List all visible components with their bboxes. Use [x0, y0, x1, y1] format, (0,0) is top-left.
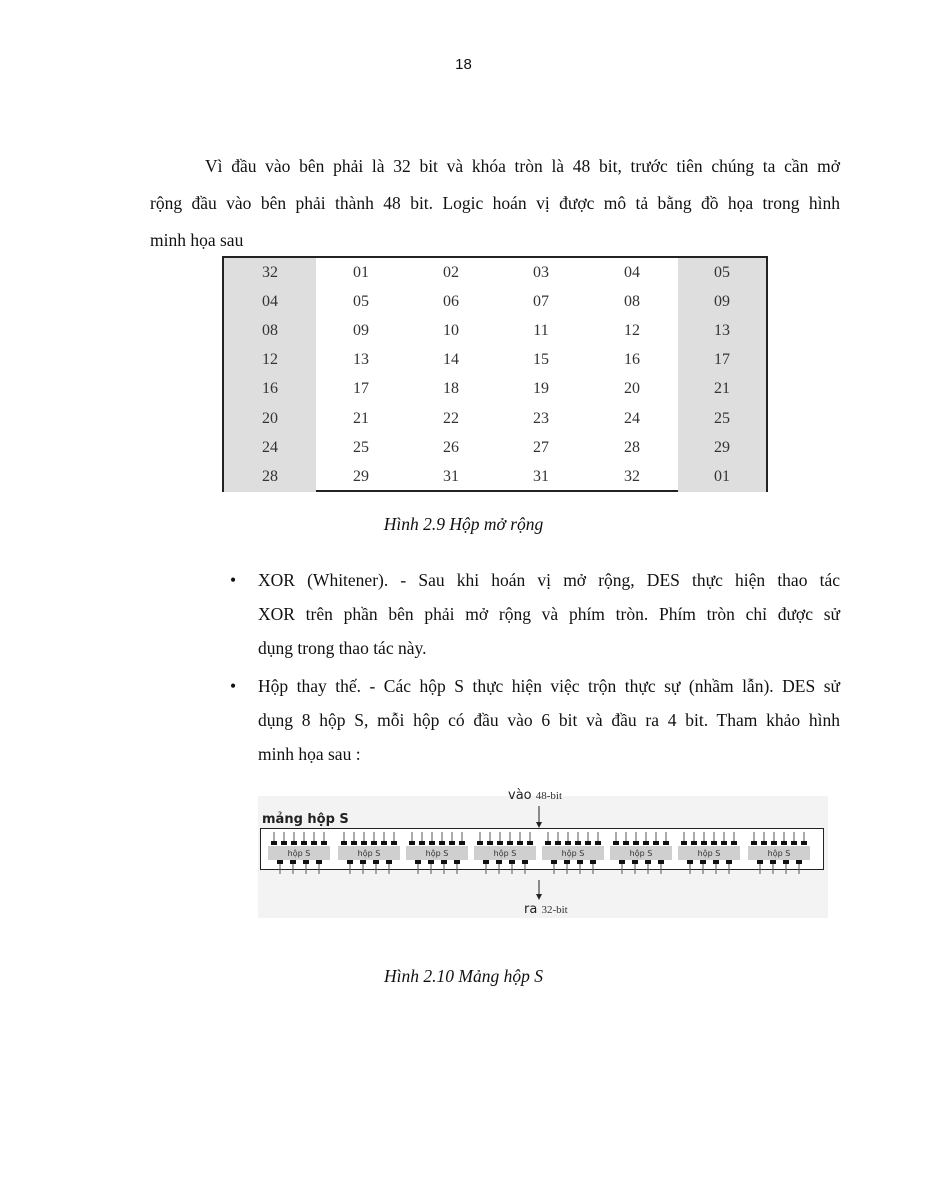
output-pin-head: [373, 860, 379, 864]
input-pin-head: [517, 841, 523, 845]
input-pin-head: [381, 841, 387, 845]
output-label: ra: [524, 902, 538, 917]
input-pin-head: [565, 841, 571, 845]
table-cell: 01: [353, 263, 369, 281]
array-label: mảng hộp S: [262, 812, 349, 827]
output-pin-head: [303, 860, 309, 864]
table-cell: 26: [443, 438, 459, 456]
list-item-line: minh họa sau :: [258, 744, 361, 764]
table-cell: 05: [353, 292, 369, 310]
input-pin-head: [653, 841, 659, 845]
table-cell: 05: [714, 263, 730, 281]
table-cell: 10: [443, 321, 459, 339]
input-pin-head: [691, 841, 697, 845]
input-pin-head: [613, 841, 619, 845]
bullet-list: [230, 563, 840, 775]
s-box-array-figure: [258, 788, 828, 923]
paragraph-line: Vì đầu vào bên phải là 32 bit và khóa tròn là 48 bit, trước tiên chúng ta cần mở: [205, 156, 840, 176]
input-pin-head: [291, 841, 297, 845]
output-pin-head: [415, 860, 421, 864]
table-cell: 17: [714, 351, 730, 369]
table-cell: 16: [624, 351, 640, 369]
table-cell: 28: [262, 467, 278, 485]
input-pin-head: [301, 841, 307, 845]
table-cell: 20: [262, 409, 278, 427]
input-pin-head: [681, 841, 687, 845]
list-item-line: XOR (Whitener). - Sau khi hoán vị mở rộng, DES thực hiện thao tác: [258, 570, 840, 590]
input-pin-head: [351, 841, 357, 845]
table-cell: 18: [443, 380, 459, 398]
input-pin-head: [321, 841, 327, 845]
page-number: 18: [455, 56, 472, 73]
output-pin-head: [428, 860, 434, 864]
table-cell: 23: [533, 409, 549, 427]
expansion-table: [222, 256, 768, 492]
list-item: [230, 563, 840, 665]
table-cell: 09: [353, 321, 369, 339]
table-cell: 20: [624, 380, 640, 398]
list-item: [230, 669, 840, 771]
s-box: hộp S: [406, 846, 468, 860]
output-pin-head: [726, 860, 732, 864]
list-item-line: XOR trên phần bên phải mở rộng và phím tròn. Phím tròn chỉ được sử: [258, 604, 840, 624]
input-pin-head: [497, 841, 503, 845]
output-pin-head: [277, 860, 283, 864]
table-cell: 21: [353, 409, 369, 427]
table-cell: 08: [262, 321, 278, 339]
output-pin-head: [645, 860, 651, 864]
input-pin-head: [459, 841, 465, 845]
input-pin-head: [507, 841, 513, 845]
input-bits-label: 48-bit: [535, 790, 563, 802]
input-pin-head: [781, 841, 787, 845]
input-pin-head: [429, 841, 435, 845]
input-pin-head: [771, 841, 777, 845]
table-cell: 24: [262, 438, 278, 456]
output-pin-head: [619, 860, 625, 864]
input-pin-head: [595, 841, 601, 845]
s-box: hộp S: [338, 846, 400, 860]
output-pin-head: [577, 860, 583, 864]
input-pin-head: [731, 841, 737, 845]
table-cell: 28: [624, 438, 640, 456]
table-cell: 32: [262, 263, 278, 281]
list-item-line: dụng 8 hộp S, mỗi hộp có đầu vào 6 bit và đầu ra 4 bit. Tham khảo hình: [258, 710, 840, 730]
table-column: [406, 258, 496, 492]
bullet-icon: •: [230, 570, 237, 590]
table-cell: 04: [624, 263, 640, 281]
output-pin-head: [290, 860, 296, 864]
output-bits-label: 32-bit: [541, 904, 568, 916]
output-pin-head: [757, 860, 763, 864]
input-pin-head: [545, 841, 551, 845]
table-cell: 12: [624, 321, 640, 339]
table-cell: 08: [624, 292, 640, 310]
input-pin-head: [761, 841, 767, 845]
input-pin-head: [721, 841, 727, 845]
paragraph-line: minh họa sau: [150, 230, 244, 250]
table-cell: 11: [533, 321, 549, 339]
input-label: vào: [508, 788, 532, 803]
table-cell: 12: [262, 351, 278, 369]
figure-caption: Hình 2.10 Mảng hộp S: [384, 966, 543, 986]
output-pin-head: [483, 860, 489, 864]
input-pin-head: [341, 841, 347, 845]
output-pin-head: [551, 860, 557, 864]
output-pin-head: [347, 860, 353, 864]
table-column: [586, 258, 678, 492]
input-pin-head: [371, 841, 377, 845]
output-pin-head: [770, 860, 776, 864]
input-pin-head: [643, 841, 649, 845]
input-pin-head: [623, 841, 629, 845]
table-cell: 25: [353, 438, 369, 456]
table-cell: 14: [443, 351, 459, 369]
table-cell: 06: [443, 292, 459, 310]
table-cell: 31: [443, 467, 459, 485]
table-cell: 01: [714, 467, 730, 485]
output-pin-head: [454, 860, 460, 864]
input-pin-head: [527, 841, 533, 845]
table-cell: 31: [533, 467, 549, 485]
output-pin-head: [564, 860, 570, 864]
s-box: hộp S: [610, 846, 672, 860]
table-cell: 22: [443, 409, 459, 427]
output-pin-head: [360, 860, 366, 864]
table-cell: 25: [714, 409, 730, 427]
input-pin-head: [477, 841, 483, 845]
table-cell: 03: [533, 263, 549, 281]
table-cell: 13: [714, 321, 730, 339]
input-pin-head: [555, 841, 561, 845]
list-item-line: Hộp thay thế. - Các hộp S thực hiện việc trộn thực sự (nhầm lẫn). DES sử: [258, 676, 840, 696]
input-pin-head: [361, 841, 367, 845]
output-pin-head: [496, 860, 502, 864]
input-pin-head: [751, 841, 757, 845]
table-column: [678, 258, 766, 492]
paragraph-line: rộng đầu vào bên phải thành 48 bit. Logic hoán vị được mô tả bằng đồ họa trong hình: [150, 193, 840, 213]
output-pin-head: [590, 860, 596, 864]
input-pin-head: [391, 841, 397, 845]
table-cell: 09: [714, 292, 730, 310]
bullet-icon: •: [230, 676, 237, 696]
output-pin-head: [713, 860, 719, 864]
s-box: hộp S: [748, 846, 810, 860]
input-pin-head: [409, 841, 415, 845]
output-pin-head: [441, 860, 447, 864]
input-pin-head: [311, 841, 317, 845]
table-cell: 21: [714, 380, 730, 398]
input-pin-head: [439, 841, 445, 845]
table-column: [224, 258, 316, 492]
table-cell: 02: [443, 263, 459, 281]
output-pin-head: [632, 860, 638, 864]
input-pin-head: [585, 841, 591, 845]
input-pin-head: [449, 841, 455, 845]
intro-paragraph: [150, 148, 840, 259]
table-cell: 27: [533, 438, 549, 456]
output-pin-head: [509, 860, 515, 864]
output-pin-head: [783, 860, 789, 864]
table-cell: 16: [262, 380, 278, 398]
output-pin-head: [316, 860, 322, 864]
table-cell: 19: [533, 380, 549, 398]
output-pin-head: [522, 860, 528, 864]
output-pin-head: [687, 860, 693, 864]
input-pin-head: [701, 841, 707, 845]
table-cell: 07: [533, 292, 549, 310]
table-cell: 17: [353, 380, 369, 398]
table-cell: 29: [353, 467, 369, 485]
s-box: hộp S: [268, 846, 330, 860]
s-box: hộp S: [474, 846, 536, 860]
input-pin-head: [575, 841, 581, 845]
output-pin-head: [700, 860, 706, 864]
output-label-group: [524, 902, 568, 917]
input-pin-head: [633, 841, 639, 845]
s-box: hộp S: [678, 846, 740, 860]
figure-caption: Hình 2.9 Hộp mở rộng: [383, 514, 544, 534]
input-pin-head: [281, 841, 287, 845]
input-pin-head: [419, 841, 425, 845]
input-pin-head: [791, 841, 797, 845]
input-pin-head: [487, 841, 493, 845]
output-pin-head: [796, 860, 802, 864]
table-column: [316, 258, 406, 492]
table-cell: 15: [533, 351, 549, 369]
input-pin-head: [801, 841, 807, 845]
output-pin-head: [658, 860, 664, 864]
list-item-line: dụng trong thao tác này.: [258, 638, 427, 658]
table-cell: 29: [714, 438, 730, 456]
table-cell: 04: [262, 292, 278, 310]
output-pin-head: [386, 860, 392, 864]
input-pin-head: [663, 841, 669, 845]
table-cell: 24: [624, 409, 640, 427]
s-box: hộp S: [542, 846, 604, 860]
table-column: [496, 258, 586, 492]
input-pin-head: [271, 841, 277, 845]
input-pin-head: [711, 841, 717, 845]
table-cell: 32: [624, 467, 640, 485]
table-cell: 13: [353, 351, 369, 369]
